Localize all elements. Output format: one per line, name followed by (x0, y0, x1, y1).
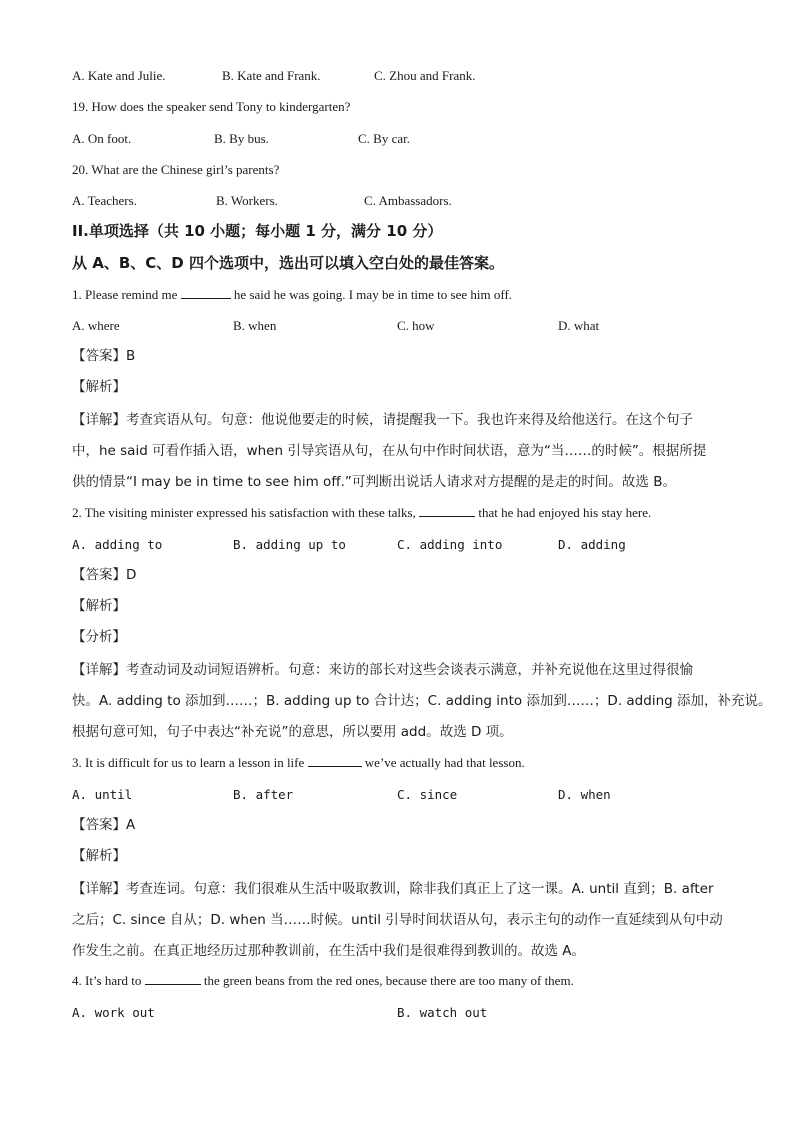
stem-start: 3. It is difficult for us to learn a lesson in life (72, 755, 305, 770)
answer-label: 【答案】A (72, 817, 136, 833)
option-a: A. On foot. (72, 131, 132, 146)
option-b: B. after (233, 787, 294, 802)
option-c: C. Ambassadors. (364, 193, 452, 208)
question-stem (72, 972, 574, 990)
stem-end: the green beans from the red ones, because there are too many of them. (203, 973, 574, 988)
option-d: D. what (558, 318, 600, 333)
option-a: A. where (72, 318, 120, 333)
option-b: B. watch out (397, 1005, 488, 1020)
analysis-label: 【解析】 (72, 848, 126, 864)
stem-start: 2. The visiting minister expressed his satisfaction with these talks, (72, 505, 416, 520)
option-a: A. Kate and Julie. (72, 68, 166, 83)
answer-label: 【答案】B (72, 348, 136, 364)
analysis-label: 【解析】 (72, 379, 126, 395)
question-stem (72, 754, 525, 772)
option-c: C. By car. (358, 131, 410, 146)
option-c: C. adding into (397, 537, 503, 552)
explanation-line: 中，he said 可看作插入语，when 引导宾语从句，在从句中作时间状语，意为“当……的时候”。根据所提 (72, 443, 707, 459)
answer-label: 【答案】D (72, 567, 137, 583)
answer-blank (419, 504, 475, 517)
section-title: II.单项选择（共 10 小题；每小题 1 分，满分 10 分） (72, 222, 443, 240)
option-b: B. adding up to (233, 537, 346, 552)
explanation-line: 供的情景“I may be in time to see him off.”可判断出说话人请求对方提醒的是走的时间。故选 B。 (72, 474, 676, 490)
analysis-label: 【解析】 (72, 598, 126, 614)
stem-start: 4. It’s hard to (72, 973, 142, 988)
answer-blank (181, 286, 231, 299)
option-b: B. Workers. (216, 193, 278, 208)
answer-blank (308, 754, 362, 767)
option-b: B. By bus. (214, 131, 269, 146)
explanation-line: 【详解】考查动词及动词短语辨析。句意：来访的部长对这些会谈表示满意，并补充说他在这里过得很愉 (72, 662, 693, 678)
explanation-line: 【详解】考查连词。句意：我们很难从生活中吸取教训，除非我们真正上了这一课。A. until 直到；B. after (72, 881, 714, 897)
option-a: A. adding to (72, 537, 163, 552)
explanation-line: 快。A. adding to 添加到……；B. adding up to 合计达；C. adding into 添加到……；D. adding 添加，补充说。 (72, 693, 772, 709)
explanation-line: 【详解】考查宾语从句。句意：他说他要走的时候，请提醒我一下。我也许来得及给他送行。在这个句子 (72, 412, 693, 428)
question-stem: 19. How does the speaker send Tony to kindergarten? (72, 99, 351, 114)
option-a: A. until (72, 787, 133, 802)
question-stem: 20. What are the Chinese girl’s parents? (72, 162, 280, 177)
stem-end: we’ve actually had that lesson. (364, 755, 525, 770)
explanation-line: 根据句意可知，句子中表达“补充说”的意思，所以要用 add。故选 D 项。 (72, 724, 513, 740)
explanation-line: 之后；C. since 自从；D. when 当……时候。until 引导时间状语从句，表示主句的动作一直延续到从句中动 (72, 912, 723, 928)
option-b: B. Kate and Frank. (222, 68, 321, 83)
option-c: C. how (397, 318, 435, 333)
stem-end: that he had enjoyed his stay here. (478, 505, 652, 520)
option-d: D. when (558, 787, 611, 802)
analysis-subtitle: 【分析】 (72, 629, 126, 645)
explanation-line: 作发生之前。在真正地经历过那种教训前，在生活中我们是很难得到教训的。故选 A。 (72, 943, 586, 959)
option-c: C. since (397, 787, 458, 802)
option-d: D. adding (558, 537, 626, 552)
answer-blank (145, 972, 201, 985)
option-b: B. when (233, 318, 277, 333)
stem-end: he said he was going. I may be in time to see him off. (233, 287, 513, 302)
question-stem (72, 286, 512, 304)
question-stem (72, 504, 651, 522)
option-a: A. Teachers. (72, 193, 137, 208)
section-instruction: 从 A、B、C、D 四个选项中，选出可以填入空白处的最佳答案。 (72, 254, 504, 272)
stem-start: 1. Please remind me (72, 287, 178, 302)
option-c: C. Zhou and Frank. (374, 68, 476, 83)
option-a: A. work out (72, 1005, 155, 1020)
